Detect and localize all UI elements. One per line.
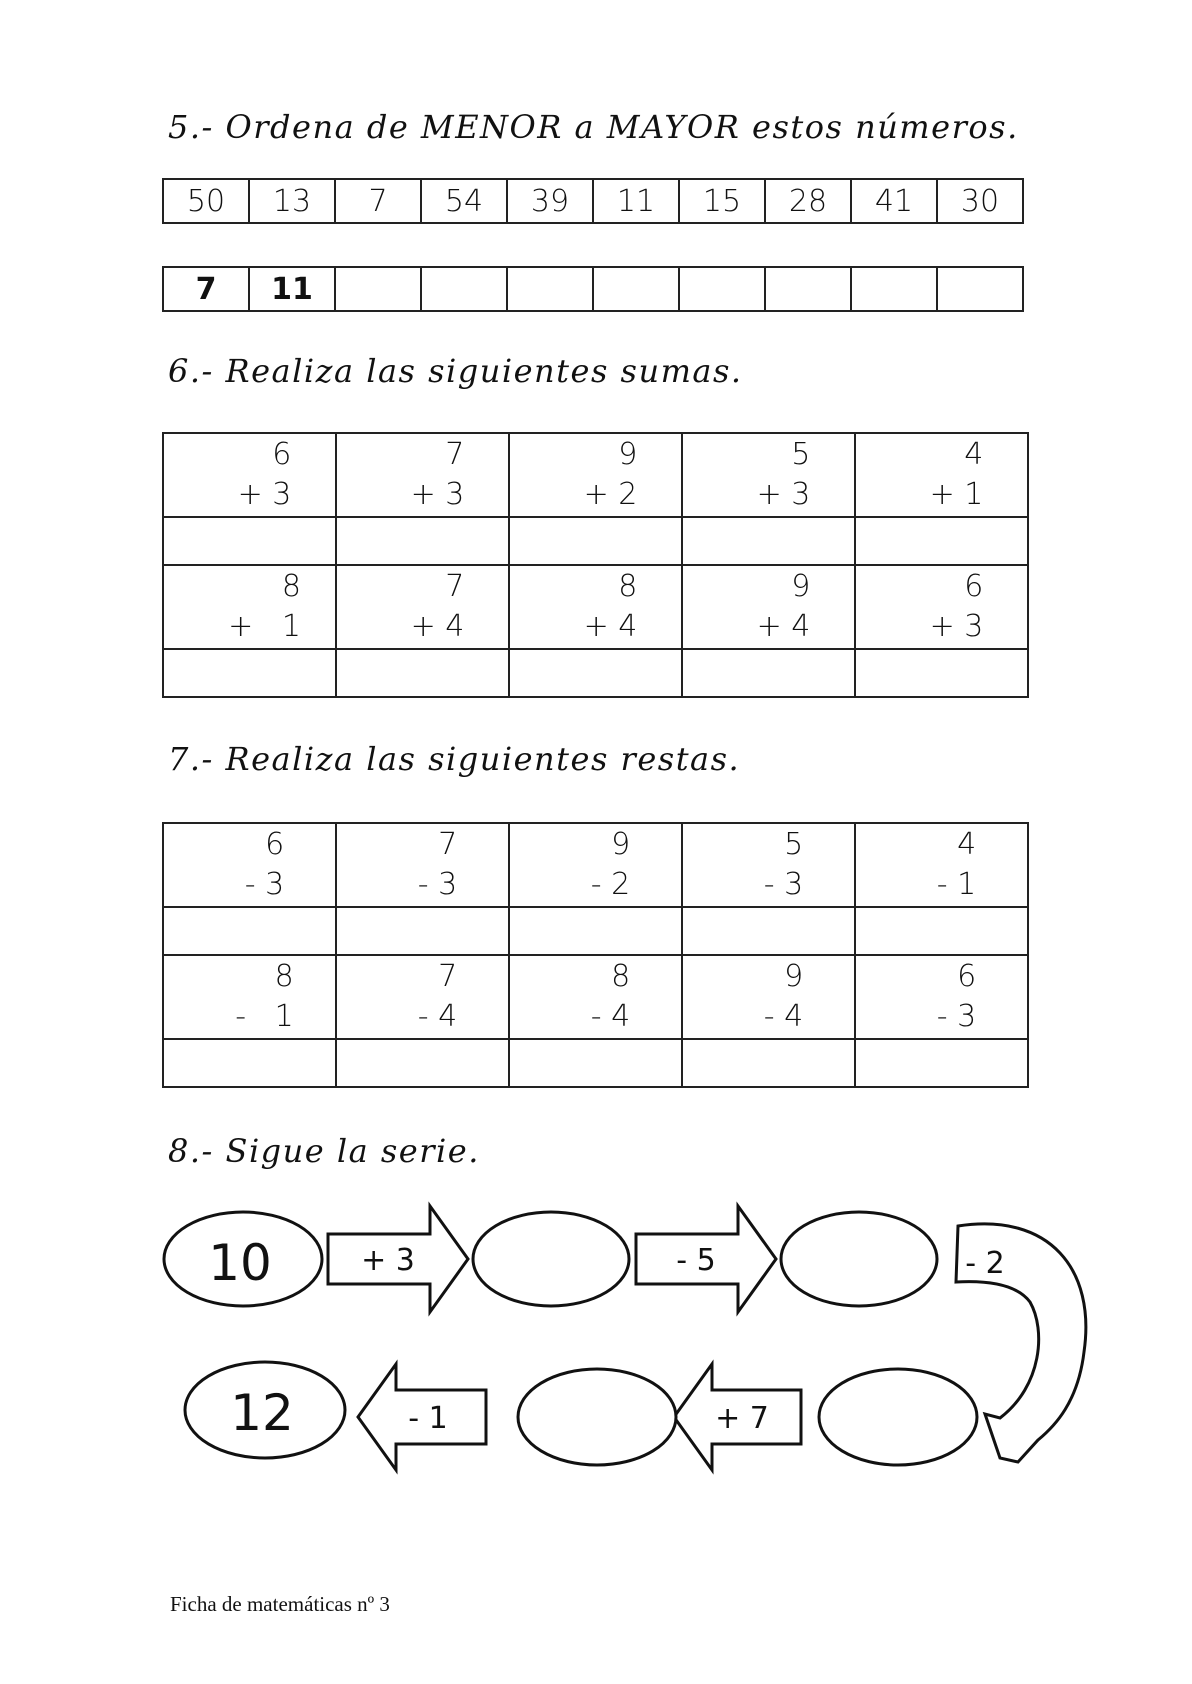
sub-answer-cell[interactable]: [509, 907, 682, 955]
number-cell: 11: [593, 179, 679, 223]
sum-answer-cell[interactable]: [855, 649, 1028, 697]
top-number: 7: [438, 827, 458, 862]
sub-problem: [336, 955, 509, 1039]
number-cell: 54: [421, 179, 507, 223]
bottom-number: - 2: [590, 867, 631, 902]
sub-problem: [682, 823, 855, 907]
sub-problem: [509, 823, 682, 907]
number-cell: 28: [765, 179, 851, 223]
sum-problem: [163, 433, 336, 517]
bottom-number: - 4: [417, 999, 458, 1034]
sub-problem: [509, 955, 682, 1039]
sum-answer-cell[interactable]: [682, 649, 855, 697]
top-number: 5: [784, 827, 804, 862]
sums-table: [162, 432, 1029, 698]
bottom-number: + 1: [929, 477, 984, 512]
number-cell: 39: [507, 179, 593, 223]
top-number: 6: [265, 827, 285, 862]
top-number: 6: [957, 959, 977, 994]
sub-problem: [682, 955, 855, 1039]
answer-cell[interactable]: [937, 267, 1023, 311]
top-number: 7: [445, 437, 465, 472]
top-number: 8: [274, 959, 294, 994]
number-cell: 30: [937, 179, 1023, 223]
section-7-heading: 7.- Realiza las siguientes restas.: [168, 740, 741, 778]
sub-answer-cell[interactable]: [509, 1039, 682, 1087]
sum-problem: [855, 565, 1028, 649]
bottom-number: + 2: [583, 477, 638, 512]
op-label: - 5: [676, 1243, 716, 1278]
bottom-number: + 3: [237, 477, 292, 512]
sub-answer-cell[interactable]: [336, 1039, 509, 1087]
sub-answer-cell[interactable]: [163, 907, 336, 955]
top-number: 9: [618, 437, 638, 472]
sub-problem: [336, 823, 509, 907]
number-cell: 50: [163, 179, 249, 223]
sum-answer-cell[interactable]: [509, 517, 682, 565]
bottom-number: - 1: [235, 999, 294, 1034]
number-cell: 15: [679, 179, 765, 223]
section-8-heading: 8.- Sigue la serie.: [168, 1132, 480, 1170]
footer-text: Ficha de matemáticas nº 3: [170, 1592, 390, 1616]
sub-answer-cell[interactable]: [163, 1039, 336, 1087]
sum-problem: [336, 433, 509, 517]
top-number: 6: [272, 437, 292, 472]
top-number: 4: [957, 827, 977, 862]
sub-problem: [163, 823, 336, 907]
section-6-heading: 6.- Realiza las siguientes sumas.: [168, 352, 743, 390]
top-number: 9: [784, 959, 804, 994]
answer-cell[interactable]: 7: [163, 267, 249, 311]
answer-cell[interactable]: 11: [249, 267, 335, 311]
series-diagram: [0, 1190, 1192, 1500]
bottom-number: + 4: [410, 609, 465, 644]
bottom-number: - 4: [590, 999, 631, 1034]
bottom-number: + 3: [756, 477, 811, 512]
bottom-number: + 4: [583, 609, 638, 644]
sub-answer-cell[interactable]: [682, 907, 855, 955]
top-number: 4: [964, 437, 984, 472]
top-number: 8: [618, 569, 638, 604]
answer-cell[interactable]: [421, 267, 507, 311]
sum-problem: [163, 565, 336, 649]
sub-answer-cell[interactable]: [855, 1039, 1028, 1087]
sub-problem: [855, 955, 1028, 1039]
answer-cell[interactable]: [765, 267, 851, 311]
answer-cell[interactable]: [335, 267, 421, 311]
number-cell: 13: [249, 179, 335, 223]
bottom-number: + 1: [228, 609, 301, 644]
answer-oval[interactable]: [819, 1369, 977, 1465]
sum-problem: [509, 433, 682, 517]
bottom-number: + 3: [410, 477, 465, 512]
answer-oval[interactable]: [781, 1212, 937, 1306]
sub-answer-cell[interactable]: [336, 907, 509, 955]
sub-problem: [855, 823, 1028, 907]
sum-answer-cell[interactable]: [509, 649, 682, 697]
number-cell: 7: [335, 179, 421, 223]
sum-answer-cell[interactable]: [336, 517, 509, 565]
sum-answer-cell[interactable]: [163, 649, 336, 697]
bottom-number: - 4: [763, 999, 804, 1034]
top-number: 9: [611, 827, 631, 862]
answer-oval[interactable]: [473, 1212, 629, 1306]
sub-problem: [163, 955, 336, 1039]
subtractions-table: [162, 822, 1029, 1088]
op-label: - 1: [408, 1401, 448, 1436]
top-number: 6: [964, 569, 984, 604]
bottom-number: - 3: [763, 867, 804, 902]
answer-cell[interactable]: [593, 267, 679, 311]
bottom-number: - 3: [417, 867, 458, 902]
top-number: 5: [791, 437, 811, 472]
top-number: 8: [611, 959, 631, 994]
bottom-number: + 3: [929, 609, 984, 644]
answer-cell[interactable]: [507, 267, 593, 311]
op-label: - 2: [965, 1246, 1005, 1281]
top-number: 9: [791, 569, 811, 604]
sum-answer-cell[interactable]: [336, 649, 509, 697]
section-5-heading: 5.- Ordena de MENOR a MAYOR estos números.: [168, 108, 1019, 146]
bottom-number: - 1: [936, 867, 977, 902]
top-number: 8: [281, 569, 301, 604]
sum-problem: [855, 433, 1028, 517]
sum-answer-cell[interactable]: [682, 517, 855, 565]
sum-problem: [509, 565, 682, 649]
sum-answer-cell[interactable]: [855, 517, 1028, 565]
answer-oval[interactable]: [518, 1369, 676, 1465]
sum-problem: [682, 433, 855, 517]
sub-answer-cell[interactable]: [855, 907, 1028, 955]
top-number: 7: [438, 959, 458, 994]
op-label: + 7: [715, 1401, 769, 1436]
bottom-number: - 3: [936, 999, 977, 1034]
bottom-number: - 3: [244, 867, 285, 902]
series-end-value: 12: [230, 1384, 294, 1442]
sum-problem: [682, 565, 855, 649]
op-label: + 3: [361, 1243, 415, 1278]
answers-table: [162, 266, 1024, 312]
sub-answer-cell[interactable]: [682, 1039, 855, 1087]
number-cell: 41: [851, 179, 937, 223]
bottom-number: + 4: [756, 609, 811, 644]
sum-answer-cell[interactable]: [163, 517, 336, 565]
series-start-value: 10: [208, 1234, 272, 1292]
answer-cell[interactable]: [851, 267, 937, 311]
numbers-table: [162, 178, 1024, 224]
top-number: 7: [445, 569, 465, 604]
answer-cell[interactable]: [679, 267, 765, 311]
sum-problem: [336, 565, 509, 649]
